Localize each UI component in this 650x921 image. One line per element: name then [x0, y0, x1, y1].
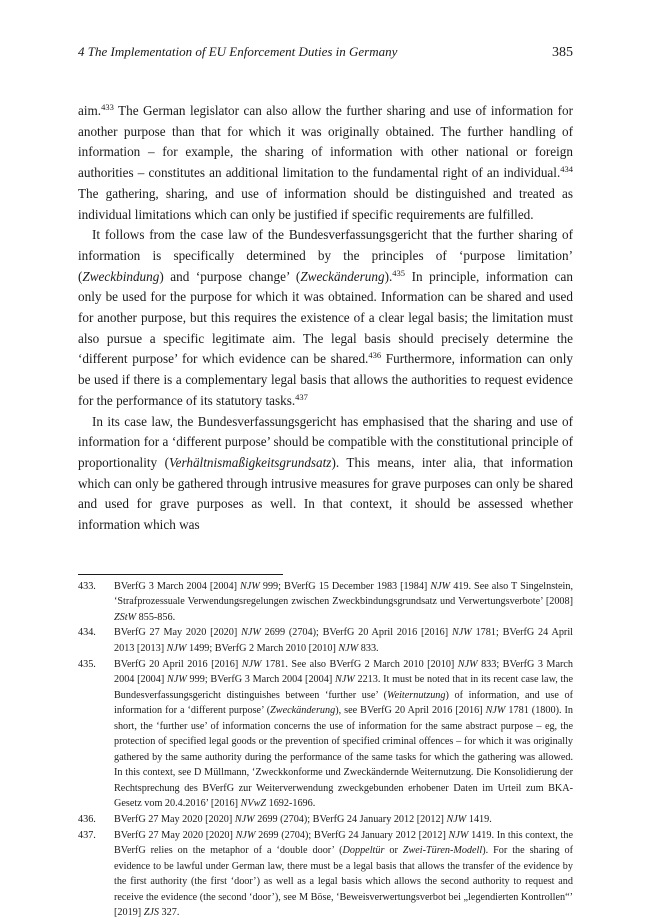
text-run: 2699 (2704); BVerfG 24 January 2012 [2012]	[254, 813, 447, 825]
text-run: ), see BVerfG 20 April 2016 [2016]	[335, 705, 486, 717]
italic-term: NJW	[457, 658, 478, 670]
footnote	[78, 657, 573, 812]
italic-term: ZJS	[143, 907, 159, 919]
italic-term: NJW	[448, 829, 469, 841]
italic-term: NJW	[430, 580, 451, 592]
footnote-text	[114, 579, 573, 626]
footnote	[78, 828, 573, 921]
page-number: 385	[552, 45, 573, 60]
footnote	[78, 625, 573, 656]
text-run: ). This means, inter alia, that information which can only be gathered through intrusive measures for grave purposes can only be shared and used for grave purposes as well. In that context, it should be assessed whether information which was	[78, 454, 573, 533]
text-run: In principle, information can only be used for the purpose for which it was obtained. Information can be shared and used for another purpose, but this requires the existence of a clear legal basis; the limitation must also pursue a specific legitimate aim. The legal basis should precisely determine the ‘different purpose’ for which evidence can be shared.	[78, 268, 573, 367]
text-run: The gathering, sharing, and use of information should be distinguished and treated as individual limitations which can only be justified if specific requirements are fulfilled.	[78, 185, 573, 222]
italic-term: NJW	[451, 627, 472, 639]
italic-term: NJW	[241, 658, 262, 670]
footnote-reference: 433	[101, 102, 114, 112]
italic-term: NVwZ	[240, 798, 267, 810]
italic-term: NJW	[446, 813, 467, 825]
footnote-number: 434.	[78, 627, 96, 639]
text-run: aim.	[78, 103, 102, 118]
footnote-number: 436.	[78, 813, 96, 825]
text-run: It follows from the case law of the Bundesverfassungsgericht that the further sharing of information is specifically determined by the principles of ‘purpose limitation’ (	[78, 227, 573, 284]
footnotes	[78, 579, 573, 921]
body-paragraph	[78, 412, 573, 536]
text-run: ).	[384, 268, 393, 284]
text-run: 1692-1696.	[266, 798, 316, 810]
running-title: 4 The Implementation of EU Enforcement Duties in Germany	[78, 44, 398, 59]
body-text	[78, 101, 573, 536]
text-run: BVerfG 27 May 2020 [2020]	[114, 627, 242, 639]
body-paragraph	[78, 101, 573, 225]
text-run: BVerfG 3 March 2004 [2004]	[114, 580, 241, 592]
text-run: or	[384, 845, 403, 857]
italic-term: Zwei-Türen-Modell	[402, 845, 483, 857]
italic-term: NJW	[167, 674, 187, 686]
text-run: The German legislator can also allow the further sharing and use of information for another purpose than that for which it was originally obtained. The further handling of information – for example, the sharing of information with other national or foreign authorities – constitutes an additional limitation to the fundamental right of an individual.	[78, 103, 573, 181]
italic-term: NJW	[166, 642, 187, 654]
text-run: 999; BVerfG 15 December 1983 [1984]	[259, 580, 431, 592]
italic-term: Zweckänderung	[270, 705, 336, 717]
text-run: ) of information, and use of information for a ‘different purpose’ (	[114, 689, 573, 717]
text-run: 833.	[358, 642, 379, 654]
footnote	[78, 579, 573, 626]
italic-term: ZStW	[114, 611, 137, 623]
footnote-separator	[78, 574, 283, 575]
footnote-text	[114, 657, 573, 812]
text-run: 1419.	[466, 813, 492, 825]
text-run: BVerfG 27 May 2020 [2020]	[114, 813, 235, 825]
footnote	[78, 812, 573, 828]
footnote-reference: 437	[295, 391, 308, 402]
text-run: Furthermore, information can only be used if there is a complementary legal basis that allows the authorities to request evidence for the performance of its statutory tasks.	[78, 351, 573, 408]
italic-term: NJW	[240, 580, 260, 592]
italic-term: NJW	[334, 674, 355, 686]
text-run: ). For the sharing of evidence to be lawful under German law, there must be a legal basis that allows the transfer of the evidence by the first authority (the first ‘door’) as well as a legal basis which allows the second authority to request and receive the evidence (the second ‘door’), see M Böse, ‘Beweisverwertungsverbot bei „legendierten Kontrollen“’ [2019]	[114, 845, 573, 919]
text-run: 1781. See also BVerfG 2 March 2010 [2010]	[261, 658, 458, 670]
italic-term: NJW	[235, 829, 256, 841]
text-run: BVerfG 27 May 2020 [2020]	[114, 829, 236, 841]
footnote-text	[114, 828, 573, 921]
text-run: ) and ‘purpose change’ (	[159, 268, 301, 284]
running-header	[78, 44, 573, 64]
footnote-reference: 435	[392, 267, 406, 278]
footnote-number: 433.	[78, 580, 96, 592]
text-run: 833; BVerfG 3 March 2004 [2004]	[114, 658, 573, 686]
text-run: 419. See also T Singelnstein, ‘Strafprozessuale Verwendungsregelungen zwischen Zweckbindungsgrundsatz und Verwertungsverbote’ [2008]	[114, 580, 573, 608]
italic-term: Zweckbindung	[82, 268, 160, 284]
italic-term: NJW	[241, 627, 261, 639]
text-run: 1499; BVerfG 2 March 2010 [2010]	[186, 642, 339, 654]
italic-term: NJW	[338, 642, 359, 654]
italic-term: NJW	[485, 705, 506, 717]
text-run: 855-856.	[136, 611, 176, 623]
italic-term: Zweckänderung	[300, 268, 385, 284]
text-run: 1781 (1800). In short, the ‘further use’ of information concerns the use of information for the same abstract purpose – eg, the protection of specified legal goods or the prevention of specified criminal offences – for which it was originally gathered by the same authority during the performance of the same tasks for which the gathering was allowed. In this context, see D Müllmann, ‘Zweckkonforme und Zweckändernde Weiternutzung. Die Konsolidierung der Rechtsprechung des BVerfG zur Weiterverwendung zweckgebunden erhobener Daten im Urteil zum BKA-Gesetz vom 20.4.2016’ [2016]	[114, 705, 574, 810]
book-page	[78, 44, 573, 921]
text-run: 2213. It must be noted that in its recent case law, the Bundesverfassungsgericht distinguishes between ‘further use’ (	[114, 674, 573, 701]
text-run: 327.	[159, 907, 180, 919]
text-run: 2699 (2704); BVerfG 20 April 2016 [2016]	[260, 627, 452, 639]
text-run: BVerfG 20 April 2016 [2016]	[114, 658, 242, 670]
body-paragraph	[78, 225, 573, 411]
footnote-number: 435.	[78, 658, 96, 670]
text-run: 1781; BVerfG 24 April 2013 [2013]	[114, 627, 573, 654]
footnote-reference: 434	[560, 164, 573, 175]
text-run: 999; BVerfG 3 March 2004 [2004]	[186, 674, 335, 686]
italic-term: NJW	[234, 813, 255, 825]
italic-term: Verhältnismaßigkeitsgrundsatz	[169, 454, 332, 470]
text-run: In its case law, the Bundesverfassungsgericht has emphasised that the sharing and use of information for a ‘different purpose’ should be compatible with the constitutional principle of proportionality (	[78, 413, 573, 470]
text-run: 1419. In this context, the BVerfG relies on the metaphor of a ‘double door’ (	[114, 829, 573, 857]
text-run: 2699 (2704); BVerfG 24 January 2012 [2012]	[255, 829, 449, 841]
footnote-reference: 436	[368, 350, 382, 361]
footnote-text	[114, 625, 573, 656]
italic-term: Doppeltür	[342, 845, 385, 857]
footnote-number: 437.	[78, 829, 96, 841]
footnote-text	[114, 812, 573, 828]
italic-term: Weiternutzung	[387, 689, 446, 701]
